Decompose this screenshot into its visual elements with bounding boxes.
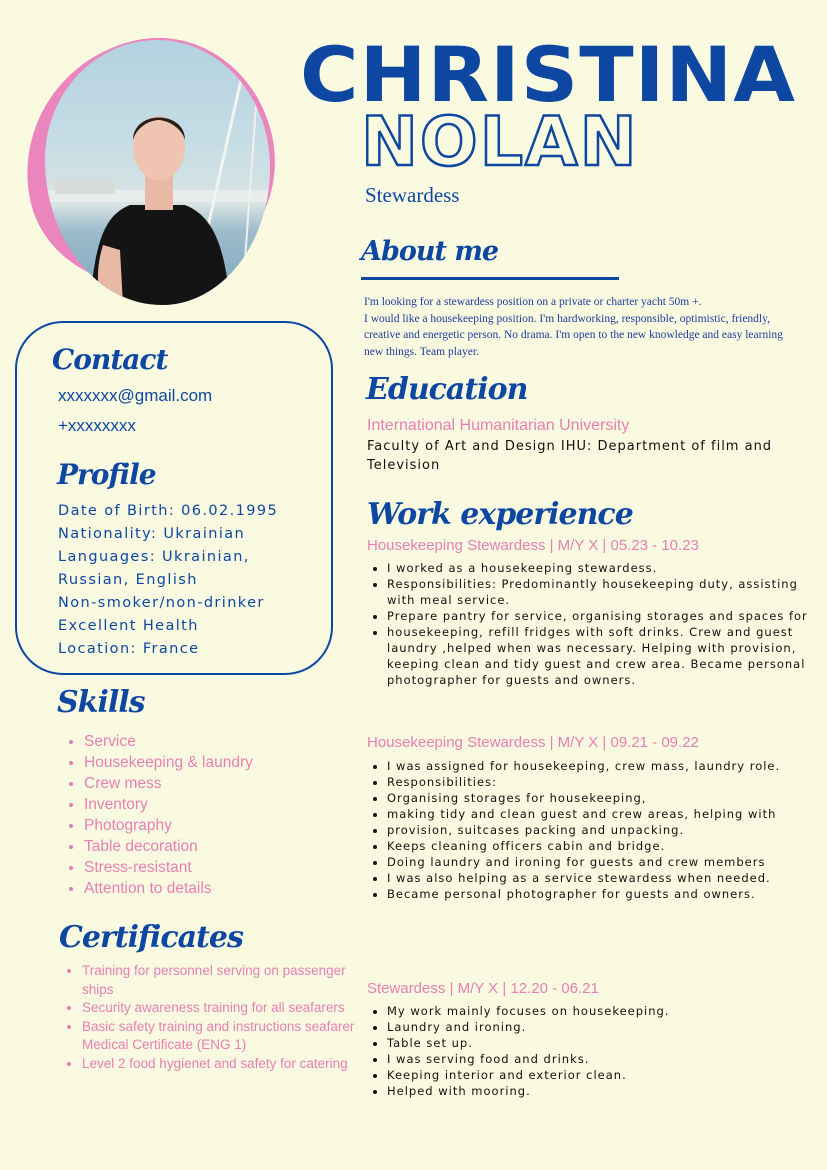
job-bullets-2 (369, 758, 827, 902)
job-title-3: Stewardess | M/Y X | 12.20 - 06.21 (367, 980, 599, 997)
job-bullet: • Helped with mooring. (387, 1083, 827, 1099)
certificate-item: • Level 2 food hygienet and safety for catering (82, 1055, 357, 1074)
skill-item: • Service (84, 731, 253, 752)
job-bullets-3 (369, 1003, 827, 1099)
profile-item: Location: France (58, 641, 200, 657)
skill-item: • Inventory (84, 794, 253, 815)
job-bullet: • Keeping interior and exterior clean. (387, 1067, 827, 1083)
about-heading: About me (361, 236, 499, 267)
job-bullet: • Responsibilities: (387, 774, 827, 790)
job-bullet: • Prepare pantry for service, organising storages and spaces for (387, 608, 827, 624)
education-faculty: Faculty of Art and Design IHU: Department of film and Television (367, 439, 773, 473)
skill-item: • Attention to details (84, 878, 253, 899)
profile-list (58, 500, 278, 661)
job-bullet: • I worked as a housekeeping stewardess. (387, 560, 827, 576)
contact-heading: Contact (52, 343, 168, 376)
job-bullet: • Table set up. (387, 1035, 827, 1051)
education-school: International Humanitarian University (367, 417, 630, 434)
contact-phone[interactable]: +xxxxxxxx (58, 416, 136, 435)
last-name: NOLAN (361, 103, 639, 182)
job-bullet: • Laundry and ironing. (387, 1019, 827, 1035)
skills-list (64, 731, 253, 899)
skill-item: • Housekeeping & laundry (84, 752, 253, 773)
job-bullets-1 (369, 560, 827, 688)
job-title-1: Housekeeping Stewardess | M/Y X | 05.23 - 10.23 (367, 537, 699, 554)
job-bullet: • Keeps cleaning officers cabin and bridge. (387, 838, 827, 854)
contact-email[interactable]: xxxxxxx@gmail.com (58, 386, 213, 405)
skill-item: • Crew mess (84, 773, 253, 794)
job-bullet: • housekeeping, refill fridges with soft drinks. Crew and guest laundry ,helped when was necessary. Helping with provision, keeping clean and tidy guest and crew area. Became personal photographer for guests and owners. (387, 624, 827, 688)
profile-item: Date of Birth: 06.02.1995 (58, 503, 279, 519)
about-text (364, 294, 804, 360)
certificates-list (62, 962, 357, 1073)
skills-heading: Skills (57, 685, 145, 720)
about-underline (361, 277, 619, 280)
about-line: I would like a housekeeping position. I'm hardworking, responsible, optimistic, friendly, creative and energetic person. No drama. I'm open to the new knowledge and easy learning new things. Team player. (364, 312, 783, 358)
job-bullet: • provision, suitcases packing and unpacking. (387, 822, 827, 838)
job-bullet: • Responsibilities: Predominantly housekeeping duty, assisting with meal service. (387, 576, 827, 608)
job-bullet: • Became personal photographer for guests and owners. (387, 886, 827, 902)
profile-item: Languages: Ukrainian, (58, 549, 250, 565)
education-heading: Education (366, 372, 528, 407)
certificate-item: • Training for personnel serving on passenger ships (82, 962, 357, 999)
first-name: CHRISTINA (300, 30, 797, 119)
profile-item: Nationality: Ukrainian (58, 526, 246, 542)
job-bullet: • I was also helping as a service stewardess when needed. (387, 870, 827, 886)
job-bullet: • making tidy and clean guest and crew areas, helping with (387, 806, 827, 822)
job-bullet: • I was assigned for housekeeping, crew mass, laundry role. (387, 758, 827, 774)
skill-item: • Photography (84, 815, 253, 836)
job-title: Stewardess (365, 183, 460, 207)
job-title-2: Housekeeping Stewardess | M/Y X | 09.21 - 09.22 (367, 734, 699, 751)
certificates-heading: Certificates (59, 920, 243, 955)
profile-item: Russian, English (58, 572, 198, 588)
profile-heading: Profile (57, 458, 156, 491)
work-heading: Work experience (367, 497, 633, 532)
certificate-item: • Basic safety training and instructions seafarer Medical Certificate (ENG 1) (82, 1018, 357, 1055)
profile-item: Excellent Health (58, 618, 199, 634)
profile-item: Non-smoker/non-drinker (58, 595, 265, 611)
job-bullet: • Organising storages for housekeeping, (387, 790, 827, 806)
job-bullet: • Doing laundry and ironing for guests and crew members (387, 854, 827, 870)
certificate-item: • Security awareness training for all seafarers (82, 999, 357, 1018)
skill-item: • Table decoration (84, 836, 253, 857)
job-bullet: • My work mainly focuses on housekeeping. (387, 1003, 827, 1019)
about-line: I'm looking for a stewardess position on a private or charter yacht 50m +. (364, 296, 702, 308)
job-bullet: • I was serving food and drinks. (387, 1051, 827, 1067)
skill-item: • Stress-resistant (84, 857, 253, 878)
